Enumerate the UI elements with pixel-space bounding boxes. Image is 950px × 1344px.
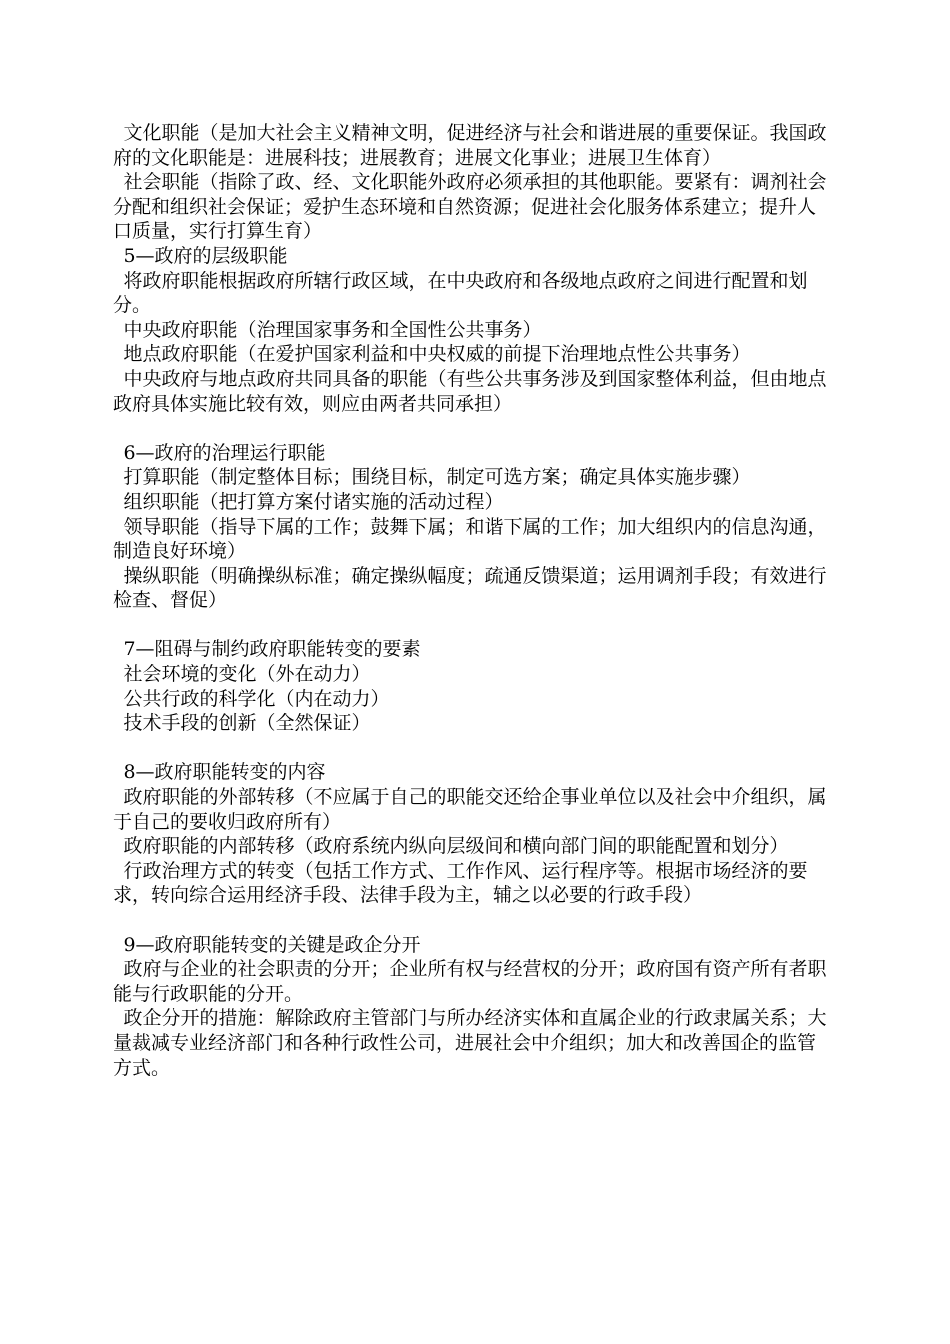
section-9-paragraph-2: 政企分开的措施：解除政府主管部门与所办经济实体和直属企业的行政隶属关系；大量裁减专业经济部门和各种行政性公司，进展社会中介组织；加大和改善国企的监管方式。: [113, 1007, 827, 1079]
section-7-heading: 7—阻碍与制约政府职能转变的要素: [123, 638, 421, 661]
section-5-paragraph-4: 中央政府与地点政府共同具备的职能（有些公共事务涉及到国家整体利益，但由地点政府具体实施比较有效，则应由两者共同承担）: [113, 367, 827, 415]
section-6-heading: 6—政府的治理运行职能: [123, 441, 326, 464]
section-8-heading: 8—政府职能转变的内容: [123, 761, 326, 784]
section-5-paragraph-2: 中央政府职能（治理国家事务和全国性公共事务）: [123, 318, 542, 341]
section-9-paragraph-1: 政府与企业的社会职责的分开；企业所有权与经营权的分开；政府国有资产所有者职能与行政职能的分开。: [113, 958, 827, 1005]
section-8-paragraph-1: 政府职能的外部转移（不应属于自己的职能交还给企事业单位以及社会中介组织，属于自己的要收归政府所有）: [113, 786, 827, 833]
section-8-paragraph-3: 行政治理方式的转变（包括工作方式、工作作风、运行程序等。根据市场经济的要求，转向综合运用经济手段、法律手段为主，辅之以必要的行政手段）: [113, 859, 808, 907]
paragraph-social-function: 社会职能（指除了政、经、文化职能外政府必须承担的其他职能。要紧有：调剂社会分配和组织社会保证；爱护生态环境和自然资源；促进社会化服务体系建立；提升人口质量，实行打算生育）: [113, 171, 827, 243]
section-5-paragraph-3: 地点政府职能（在爱护国家利益和中央权威的前提下治理地点性公共事务）: [123, 343, 751, 366]
section-6-paragraph-2: 组织职能（把打算方案付诸实施的活动过程）: [123, 490, 504, 513]
section-6-paragraph-4: 操纵职能（明确操纵标准；确定操纵幅度；疏通反馈渠道；运用调剂手段；有效进行检查、督促）: [113, 564, 827, 612]
section-7-paragraph-2: 公共行政的科学化（内在动力）: [123, 687, 390, 710]
section-7-paragraph-3: 技术手段的创新（全然保证）: [123, 712, 371, 735]
section-6-paragraph-3: 领导职能（指导下属的工作；鼓舞下属；和谐下属的工作；加大组织内的信息沟通，制造良好环境）: [113, 515, 827, 563]
paragraph-cultural-function: 文化职能（是加大社会主义精神文明，促进经济与社会和谐进展的重要保证。我国政府的文化职能是：进展科技；进展教育；进展文化事业；进展卫生体育）: [113, 122, 827, 169]
section-7-paragraph-1: 社会环境的变化（外在动力）: [123, 663, 371, 686]
section-5-heading: 5—政府的层级职能: [123, 244, 288, 267]
blank-line: [113, 736, 828, 761]
section-8-paragraph-2: 政府职能的内部转移（政府系统内纵向层级间和横向部门间的职能配置和划分）: [123, 835, 789, 858]
section-5-paragraph-1: 将政府职能根据政府所辖行政区域，在中央政府和各级地点政府之间进行配置和划分。: [113, 269, 808, 317]
document-page: [113, 121, 828, 1080]
blank-line: [113, 416, 828, 441]
blank-line: [113, 908, 828, 933]
section-9-heading: 9—政府职能转变的关键是政企分开: [123, 933, 421, 956]
blank-line: [113, 613, 828, 638]
section-6-paragraph-1: 打算职能（制定整体目标；围绕目标，制定可选方案；确定具体实施步骤）: [123, 466, 751, 489]
